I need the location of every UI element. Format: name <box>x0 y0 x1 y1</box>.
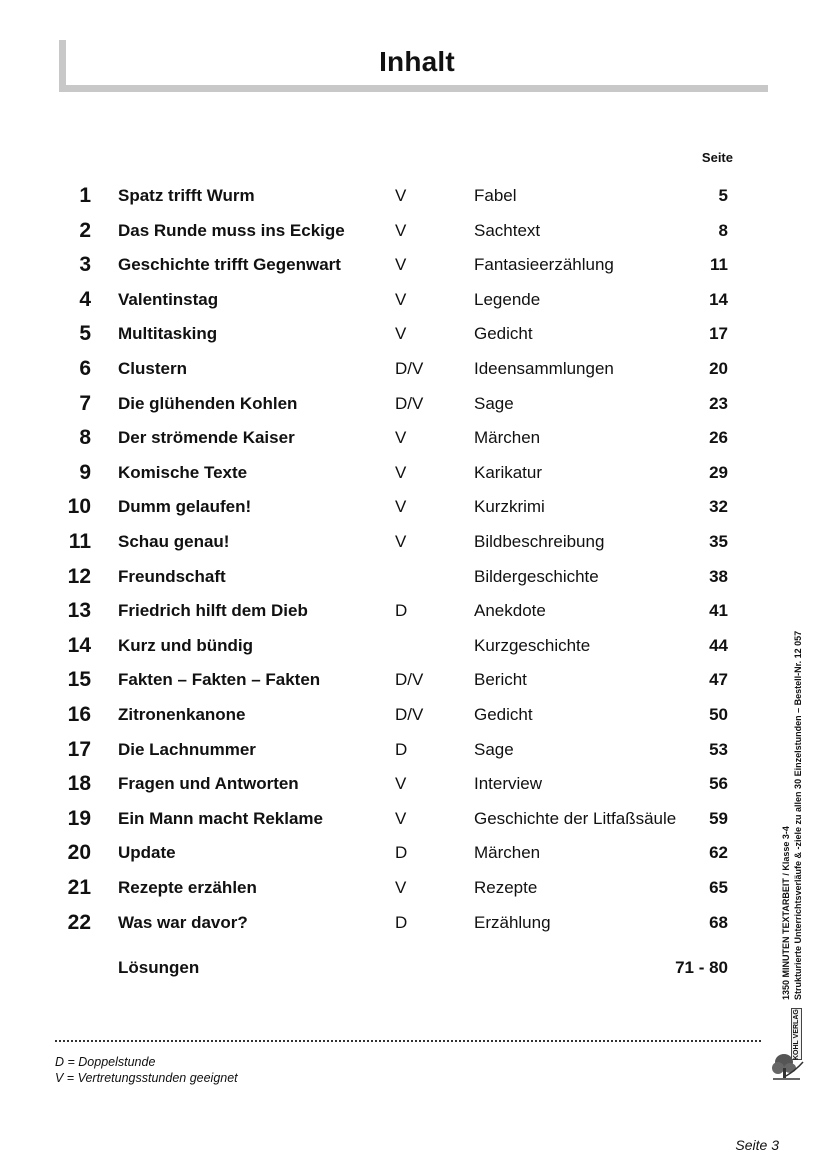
footer-page-number: Seite 3 <box>735 1137 779 1153</box>
toc-row-genre: Kurzkrimi <box>474 497 545 517</box>
toc-row-number: 21 <box>67 876 91 899</box>
toc-row <box>0 806 760 839</box>
toc-row-type: V <box>395 878 407 897</box>
toc-row-number: 9 <box>79 460 91 484</box>
toc-row-genre: Geschichte der Litfaßsäule <box>474 808 677 828</box>
toc-row-number: 22 <box>67 910 91 934</box>
toc-row-title: Die glühenden Kohlen <box>118 393 298 413</box>
toc-row-genre: Anekdote <box>474 601 546 621</box>
toc-row-number: 20 <box>67 841 91 865</box>
toc-row-title: Fakten – Fakten – Fakten <box>118 670 321 690</box>
toc-row-page: 50 <box>709 705 728 724</box>
toc-row-title: Friedrich hilft dem Dieb <box>118 601 308 621</box>
toc-row-genre: Märchen <box>474 843 541 863</box>
toc-row-title: Freundschaft <box>118 566 226 586</box>
side-info-line-1: 1350 MINUTEN TEXTARBEIT / Klasse 3-4 <box>781 826 791 1000</box>
toc-row-type: V <box>395 462 407 482</box>
legend-vertretungsstunden: V = Vertretungsstunden geeignet <box>55 1071 238 1085</box>
toc-row-type: V <box>395 289 407 309</box>
toc-row-genre: Interview <box>474 774 543 794</box>
toc-row-genre: Sage <box>474 739 514 759</box>
loesungen-pages: 71 - 80 <box>675 958 728 977</box>
toc-row-type: V <box>395 808 407 828</box>
toc-row <box>0 287 760 320</box>
toc-row-number: 1 <box>79 184 91 207</box>
legend-doppelstunde: D = Doppelstunde <box>55 1055 156 1069</box>
toc-row-type: D <box>395 601 408 621</box>
toc-row-title: Clustern <box>118 359 187 378</box>
toc-row <box>0 737 760 770</box>
toc-row-type: D/V <box>395 393 424 413</box>
toc-row <box>0 359 760 389</box>
toc-row-page: 56 <box>709 774 728 794</box>
toc-row-type: V <box>395 186 407 205</box>
toc-row-page: 11 <box>710 255 728 275</box>
toc-row-genre: Fantasieerzählung <box>474 255 614 275</box>
toc-row-title: Fragen und Antworten <box>118 774 299 794</box>
toc-row <box>0 255 760 285</box>
toc-row-page: 62 <box>709 843 728 863</box>
toc-row-genre: Bildergeschichte <box>474 566 599 586</box>
toc-row-genre: Sachtext <box>474 220 541 240</box>
toc-row-number: 18 <box>67 772 91 796</box>
toc-row <box>0 910 760 943</box>
toc-row <box>0 878 760 908</box>
toc-row <box>0 564 760 597</box>
toc-row <box>0 774 760 804</box>
toc-row-page: 68 <box>709 912 728 932</box>
toc-row-page: 65 <box>709 878 728 897</box>
loesungen-label: Lösungen <box>118 958 200 977</box>
toc-row <box>0 186 760 216</box>
toc-row-title: Das Runde muss ins Eckige <box>118 220 345 240</box>
toc-row-type: V <box>395 255 407 275</box>
toc-row-title: Rezepte erzählen <box>118 878 257 897</box>
toc-row-number: 4 <box>79 287 91 311</box>
toc-row-page: 44 <box>709 635 728 655</box>
toc-row <box>0 705 760 735</box>
toc-row-number: 6 <box>79 357 91 380</box>
toc-row-number: 19 <box>67 806 91 830</box>
toc-row-title: Zitronenkanone <box>118 705 246 724</box>
toc-row-type: D/V <box>395 359 424 378</box>
toc-row-page: 38 <box>709 566 728 586</box>
toc-row-type: V <box>395 428 407 448</box>
toc-row-type: V <box>395 324 407 344</box>
toc-row-genre: Karikatur <box>474 462 543 482</box>
toc-row-page: 41 <box>709 601 728 621</box>
toc-row-type: D <box>395 739 408 759</box>
publisher-badge-label: KOHL VERLAG <box>793 1009 800 1060</box>
toc-row-number: 8 <box>79 426 91 450</box>
toc-row-title: Die Lachnummer <box>118 739 256 759</box>
toc-row-type: D <box>395 912 408 932</box>
toc-row <box>0 843 760 873</box>
toc-row-page: 47 <box>709 670 728 690</box>
seite-column-header: Seite <box>701 150 733 165</box>
toc-row-title: Valentinstag <box>118 289 219 309</box>
toc-row-genre: Gedicht <box>474 705 533 724</box>
side-info-text <box>780 560 804 1000</box>
toc-row-title: Multitasking <box>118 324 218 344</box>
toc-row-title: Spatz trifft Wurm <box>118 186 255 205</box>
toc-row-page: 59 <box>709 808 728 828</box>
toc-row-number: 12 <box>67 564 91 588</box>
toc-row-title: Update <box>118 843 176 863</box>
toc-row-title: Geschichte trifft Gegenwart <box>118 255 341 275</box>
tree-icon <box>770 1048 806 1084</box>
toc-row <box>0 324 760 354</box>
toc-row <box>0 633 760 666</box>
toc-row-type: D <box>395 843 408 863</box>
toc-row <box>0 532 760 562</box>
toc-row-type: D/V <box>395 670 424 690</box>
toc-row-title: Schau genau! <box>118 532 230 551</box>
toc-row-genre: Erzählung <box>474 912 551 932</box>
toc-row-genre: Kurzgeschichte <box>474 635 591 655</box>
toc-row-type: V <box>395 774 407 794</box>
toc-row-type: V <box>395 532 407 551</box>
dotted-divider <box>55 1040 761 1042</box>
toc-row <box>0 428 760 458</box>
toc-row-genre: Bildbeschreibung <box>474 532 605 551</box>
toc-row-page: 35 <box>709 532 728 551</box>
toc-row <box>0 460 760 493</box>
toc-row-title: Was war davor? <box>118 912 248 932</box>
toc-row-page: 29 <box>709 462 728 482</box>
toc-row <box>0 497 760 527</box>
toc-row-number: 14 <box>67 633 91 657</box>
toc-row-title: Der strömende Kaiser <box>118 428 295 448</box>
toc-row-number: 11 <box>68 530 91 553</box>
toc-row-genre: Ideensammlungen <box>474 359 614 378</box>
toc-row-genre: Fabel <box>474 186 517 205</box>
toc-row <box>0 218 760 251</box>
toc-row-genre: Rezepte <box>474 878 538 897</box>
toc-row-title: Kurz und bündig <box>118 635 254 655</box>
toc-row-page: 26 <box>709 428 728 448</box>
toc-row-genre: Bericht <box>474 670 527 690</box>
title-bar <box>59 40 768 92</box>
toc-row <box>0 601 760 631</box>
toc-row-number: 3 <box>79 253 91 277</box>
side-info-line-2: Strukturierte Unterrichtsverläufe & -ziele zu allen 30 Einzelstunden – Bestell-Nr. 12 057 <box>793 630 803 1000</box>
toc-row-genre: Märchen <box>474 428 541 448</box>
toc-row-page: 5 <box>718 186 728 205</box>
toc-row-number: 5 <box>79 322 91 346</box>
toc-row-number: 7 <box>79 391 91 415</box>
toc-row-page: 20 <box>709 359 728 378</box>
toc-row-page: 17 <box>709 324 728 344</box>
toc-row-page: 53 <box>709 739 728 759</box>
toc-row-number: 13 <box>67 599 91 623</box>
toc-row-number: 10 <box>67 495 91 519</box>
toc-row-number: 17 <box>67 737 91 761</box>
toc-row-title: Dumm gelaufen! <box>118 497 252 517</box>
toc-row-page: 32 <box>709 497 728 517</box>
toc-row-title: Komische Texte <box>118 462 248 482</box>
page-title: Inhalt <box>379 46 455 77</box>
toc-row <box>0 670 760 700</box>
toc-row-number: 16 <box>67 703 91 726</box>
toc-row-title: Ein Mann macht Reklame <box>118 808 324 828</box>
toc-row <box>0 391 760 424</box>
toc-row-number: 2 <box>79 218 91 242</box>
toc-row-type: V <box>395 220 407 240</box>
toc-row-type: V <box>395 497 407 517</box>
toc-row-genre: Legende <box>474 289 541 309</box>
toc-row-genre: Sage <box>474 393 514 413</box>
toc-row-page: 14 <box>709 289 728 309</box>
toc-row-page: 8 <box>718 220 728 240</box>
toc-row-page: 23 <box>709 393 728 413</box>
toc-row-type: D/V <box>395 705 424 724</box>
toc-row-number: 15 <box>67 668 91 692</box>
toc-row-genre: Gedicht <box>474 324 533 344</box>
